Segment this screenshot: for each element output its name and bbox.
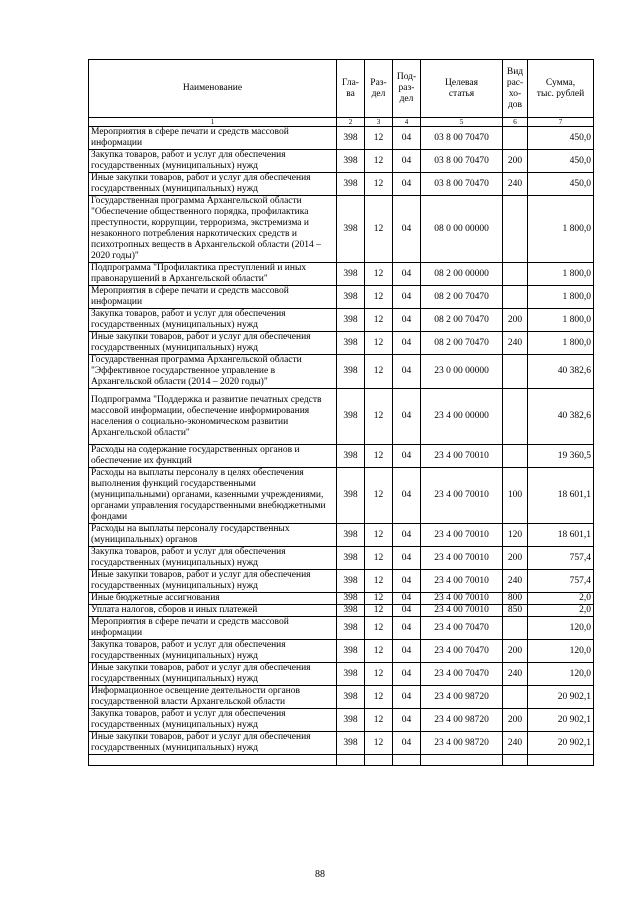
row-target: 23 4 00 98720 — [421, 732, 503, 755]
row-expense-type: 240 — [503, 732, 528, 755]
table-row — [89, 663, 594, 686]
header-amount: Сумма, тыс. рублей — [528, 60, 594, 118]
row-name: Мероприятия в сфере печати и средств массовой информации — [89, 617, 337, 640]
header-row — [89, 60, 594, 118]
row-target: 23 4 00 70010 — [421, 445, 503, 468]
table-row — [89, 468, 594, 524]
table-row — [89, 445, 594, 468]
row-expense-type — [503, 263, 528, 286]
header-section: Раз- дел — [365, 60, 393, 118]
row-amount: 40 382,6 — [528, 389, 594, 445]
row-subsection: 04 — [393, 617, 421, 640]
table-row — [89, 286, 594, 309]
table-row — [89, 732, 594, 755]
col-number: 3 — [365, 118, 393, 127]
row-expense-type: 200 — [503, 150, 528, 173]
col-number: 2 — [337, 118, 365, 127]
row-name: Подпрограмма "Поддержка и развитие печатных средств массовой информации, обеспечение информирования населения о социально-экономическом развитии Архангельской области" — [89, 389, 337, 445]
table-row — [89, 547, 594, 570]
row-name: Государственная программа Архангельской области "Эффективное государственное управление в Архангельской области (2014 – 2020 годы)" — [89, 355, 337, 389]
row-expense-type: 240 — [503, 663, 528, 686]
row-chapter: 398 — [337, 445, 365, 468]
empty-cell — [503, 755, 528, 766]
row-target: 03 8 00 70470 — [421, 150, 503, 173]
row-amount: 757,4 — [528, 547, 594, 570]
row-chapter: 398 — [337, 286, 365, 309]
table-body — [89, 127, 594, 766]
row-target: 23 4 00 70010 — [421, 547, 503, 570]
row-subsection: 04 — [393, 732, 421, 755]
row-expense-type — [503, 389, 528, 445]
row-chapter: 398 — [337, 150, 365, 173]
row-chapter: 398 — [337, 127, 365, 150]
row-target: 23 4 00 70010 — [421, 570, 503, 593]
row-target: 08 2 00 70470 — [421, 332, 503, 355]
row-target: 23 4 00 70010 — [421, 593, 503, 605]
row-subsection: 04 — [393, 663, 421, 686]
row-expense-type — [503, 617, 528, 640]
row-chapter: 398 — [337, 263, 365, 286]
row-section: 12 — [365, 196, 393, 263]
row-amount: 120,0 — [528, 640, 594, 663]
empty-cell — [528, 755, 594, 766]
row-name: Расходы на выплаты персоналу государственных (муниципальных) органов — [89, 524, 337, 547]
row-section: 12 — [365, 355, 393, 389]
row-chapter: 398 — [337, 640, 365, 663]
row-section: 12 — [365, 547, 393, 570]
row-section: 12 — [365, 332, 393, 355]
row-amount: 1 800,0 — [528, 196, 594, 263]
row-target: 03 8 00 70470 — [421, 127, 503, 150]
budget-table — [88, 59, 594, 766]
row-subsection: 04 — [393, 570, 421, 593]
row-amount: 450,0 — [528, 173, 594, 196]
row-section: 12 — [365, 732, 393, 755]
row-expense-type: 240 — [503, 570, 528, 593]
row-expense-type — [503, 127, 528, 150]
row-section: 12 — [365, 709, 393, 732]
row-chapter: 398 — [337, 468, 365, 524]
row-section: 12 — [365, 286, 393, 309]
row-expense-type: 800 — [503, 593, 528, 605]
col-number: 5 — [421, 118, 503, 127]
row-target: 08 2 00 70470 — [421, 309, 503, 332]
row-target: 23 0 00 00000 — [421, 355, 503, 389]
page-number: 88 — [315, 869, 325, 880]
row-subsection: 04 — [393, 127, 421, 150]
row-section: 12 — [365, 309, 393, 332]
row-name: Уплата налогов, сборов и иных платежей — [89, 605, 337, 617]
row-amount: 450,0 — [528, 150, 594, 173]
row-expense-type: 200 — [503, 640, 528, 663]
row-chapter: 398 — [337, 570, 365, 593]
row-section: 12 — [365, 686, 393, 709]
empty-cell — [337, 755, 365, 766]
row-name: Иные закупки товаров, работ и услуг для обеспечения государственных (муниципальных) нужд — [89, 173, 337, 196]
row-name: Иные закупки товаров, работ и услуг для обеспечения государственных (муниципальных) нужд — [89, 332, 337, 355]
row-subsection: 04 — [393, 263, 421, 286]
row-expense-type: 240 — [503, 332, 528, 355]
header-target: Целевая статья — [421, 60, 503, 118]
row-subsection: 04 — [393, 286, 421, 309]
row-subsection: 04 — [393, 640, 421, 663]
row-expense-type: 240 — [503, 173, 528, 196]
row-section: 12 — [365, 663, 393, 686]
table-row — [89, 686, 594, 709]
row-section: 12 — [365, 468, 393, 524]
row-amount: 2,0 — [528, 593, 594, 605]
row-target: 23 4 00 70470 — [421, 640, 503, 663]
row-name: Мероприятия в сфере печати и средств массовой информации — [89, 127, 337, 150]
row-amount: 20 902,1 — [528, 686, 594, 709]
row-chapter: 398 — [337, 617, 365, 640]
row-target: 08 2 00 00000 — [421, 263, 503, 286]
row-amount: 120,0 — [528, 663, 594, 686]
row-chapter: 398 — [337, 732, 365, 755]
row-name: Иные закупки товаров, работ и услуг для обеспечения государственных (муниципальных) нужд — [89, 570, 337, 593]
row-subsection: 04 — [393, 709, 421, 732]
col-number: 7 — [528, 118, 594, 127]
row-expense-type: 200 — [503, 309, 528, 332]
table-row — [89, 173, 594, 196]
table-row — [89, 640, 594, 663]
row-name: Информационное освещение деятельности органов государственной власти Архангельской области — [89, 686, 337, 709]
row-subsection: 04 — [393, 686, 421, 709]
table-row — [89, 196, 594, 263]
row-section: 12 — [365, 593, 393, 605]
row-section: 12 — [365, 389, 393, 445]
empty-cell — [365, 755, 393, 766]
row-subsection: 04 — [393, 524, 421, 547]
row-target: 23 4 00 70010 — [421, 524, 503, 547]
row-amount: 1 800,0 — [528, 332, 594, 355]
row-target: 23 4 00 98720 — [421, 709, 503, 732]
row-amount: 20 902,1 — [528, 709, 594, 732]
row-amount: 20 902,1 — [528, 732, 594, 755]
row-chapter: 398 — [337, 593, 365, 605]
row-expense-type — [503, 445, 528, 468]
row-name: Иные закупки товаров, работ и услуг для обеспечения государственных (муниципальных) нужд — [89, 732, 337, 755]
table-row — [89, 709, 594, 732]
row-amount: 19 360,5 — [528, 445, 594, 468]
col-number: 6 — [503, 118, 528, 127]
row-subsection: 04 — [393, 150, 421, 173]
row-subsection: 04 — [393, 355, 421, 389]
row-expense-type — [503, 196, 528, 263]
row-expense-type — [503, 286, 528, 309]
table-row — [89, 263, 594, 286]
table-row — [89, 332, 594, 355]
row-expense-type: 100 — [503, 468, 528, 524]
row-amount: 757,4 — [528, 570, 594, 593]
table-row — [89, 309, 594, 332]
row-section: 12 — [365, 524, 393, 547]
empty-cell — [421, 755, 503, 766]
empty-cell — [89, 755, 337, 766]
row-target: 23 4 00 98720 — [421, 686, 503, 709]
row-name: Закупка товаров, работ и услуг для обеспечения государственных (муниципальных) нужд — [89, 309, 337, 332]
row-subsection: 04 — [393, 593, 421, 605]
row-chapter: 398 — [337, 196, 365, 263]
col-number: 1 — [89, 118, 337, 127]
row-name: Закупка товаров, работ и услуг для обеспечения государственных (муниципальных) нужд — [89, 547, 337, 570]
header-expense-type: Вид рас- хо- дов — [503, 60, 528, 118]
row-amount: 120,0 — [528, 617, 594, 640]
row-target: 23 4 00 70470 — [421, 617, 503, 640]
row-section: 12 — [365, 617, 393, 640]
row-name: Расходы на выплаты персоналу в целях обеспечения выполнения функций государственными (муниципальными) органами, казенными учреждениями, органами управления государственными внебюджетными фондами — [89, 468, 337, 524]
row-target: 23 4 00 70470 — [421, 663, 503, 686]
row-subsection: 04 — [393, 332, 421, 355]
row-subsection: 04 — [393, 173, 421, 196]
row-expense-type: 850 — [503, 605, 528, 617]
row-amount: 18 601,1 — [528, 524, 594, 547]
row-amount: 2,0 — [528, 605, 594, 617]
row-amount: 1 800,0 — [528, 263, 594, 286]
row-amount: 450,0 — [528, 127, 594, 150]
row-chapter: 398 — [337, 173, 365, 196]
row-name: Расходы на содержание государственных органов и обеспечение их функций — [89, 445, 337, 468]
row-section: 12 — [365, 605, 393, 617]
row-amount: 18 601,1 — [528, 468, 594, 524]
row-chapter: 398 — [337, 355, 365, 389]
row-subsection: 04 — [393, 605, 421, 617]
row-subsection: 04 — [393, 309, 421, 332]
row-section: 12 — [365, 445, 393, 468]
row-section: 12 — [365, 640, 393, 663]
row-expense-type — [503, 686, 528, 709]
row-expense-type: 200 — [503, 547, 528, 570]
row-chapter: 398 — [337, 547, 365, 570]
row-chapter: 398 — [337, 663, 365, 686]
row-amount: 1 800,0 — [528, 309, 594, 332]
row-target: 03 8 00 70470 — [421, 173, 503, 196]
row-amount: 40 382,6 — [528, 355, 594, 389]
row-target: 08 2 00 70470 — [421, 286, 503, 309]
row-subsection: 04 — [393, 445, 421, 468]
row-section: 12 — [365, 570, 393, 593]
row-expense-type: 200 — [503, 709, 528, 732]
row-name: Государственная программа Архангельской области "Обеспечение общественного порядка, профилактика преступности, коррупции, терроризма, экстремизма и незаконного потребления наркотических средств и психотропных веществ в Архангельской области (2014 – 2020 годы)" — [89, 196, 337, 263]
row-expense-type — [503, 355, 528, 389]
table-row — [89, 127, 594, 150]
row-section: 12 — [365, 263, 393, 286]
empty-cell — [393, 755, 421, 766]
row-subsection: 04 — [393, 468, 421, 524]
col-number: 4 — [393, 118, 421, 127]
table-row — [89, 593, 594, 605]
row-amount: 1 800,0 — [528, 286, 594, 309]
header-subsection: Под- раз- дел — [393, 60, 421, 118]
empty-row — [89, 755, 594, 766]
row-name: Иные закупки товаров, работ и услуг для обеспечения государственных (муниципальных) нужд — [89, 663, 337, 686]
column-number-row — [89, 118, 594, 127]
table-row — [89, 605, 594, 617]
row-chapter: 398 — [337, 686, 365, 709]
row-name: Закупка товаров, работ и услуг для обеспечения государственных (муниципальных) нужд — [89, 640, 337, 663]
row-subsection: 04 — [393, 196, 421, 263]
row-section: 12 — [365, 173, 393, 196]
row-chapter: 398 — [337, 332, 365, 355]
row-chapter: 398 — [337, 605, 365, 617]
table-row — [89, 617, 594, 640]
row-target: 23 4 00 70010 — [421, 468, 503, 524]
row-name: Мероприятия в сфере печати и средств массовой информации — [89, 286, 337, 309]
row-subsection: 04 — [393, 389, 421, 445]
row-target: 23 4 00 70010 — [421, 605, 503, 617]
row-chapter: 398 — [337, 389, 365, 445]
table-row — [89, 570, 594, 593]
row-section: 12 — [365, 150, 393, 173]
row-chapter: 398 — [337, 524, 365, 547]
row-target: 23 4 00 00000 — [421, 389, 503, 445]
table-row — [89, 524, 594, 547]
row-subsection: 04 — [393, 547, 421, 570]
row-name: Закупка товаров, работ и услуг для обеспечения государственных (муниципальных) нужд — [89, 150, 337, 173]
row-name: Иные бюджетные ассигнования — [89, 593, 337, 605]
row-chapter: 398 — [337, 709, 365, 732]
row-chapter: 398 — [337, 309, 365, 332]
table-row — [89, 355, 594, 389]
row-target: 08 0 00 00000 — [421, 196, 503, 263]
table-row — [89, 389, 594, 445]
row-name: Закупка товаров, работ и услуг для обеспечения государственных (муниципальных) нужд — [89, 709, 337, 732]
row-name: Подпрограмма "Профилактика преступлений и иных правонарушений в Архангельской области" — [89, 263, 337, 286]
row-expense-type: 120 — [503, 524, 528, 547]
header-chapter: Гла- ва — [337, 60, 365, 118]
table-row — [89, 150, 594, 173]
header-name: Наименование — [89, 60, 337, 118]
row-section: 12 — [365, 127, 393, 150]
